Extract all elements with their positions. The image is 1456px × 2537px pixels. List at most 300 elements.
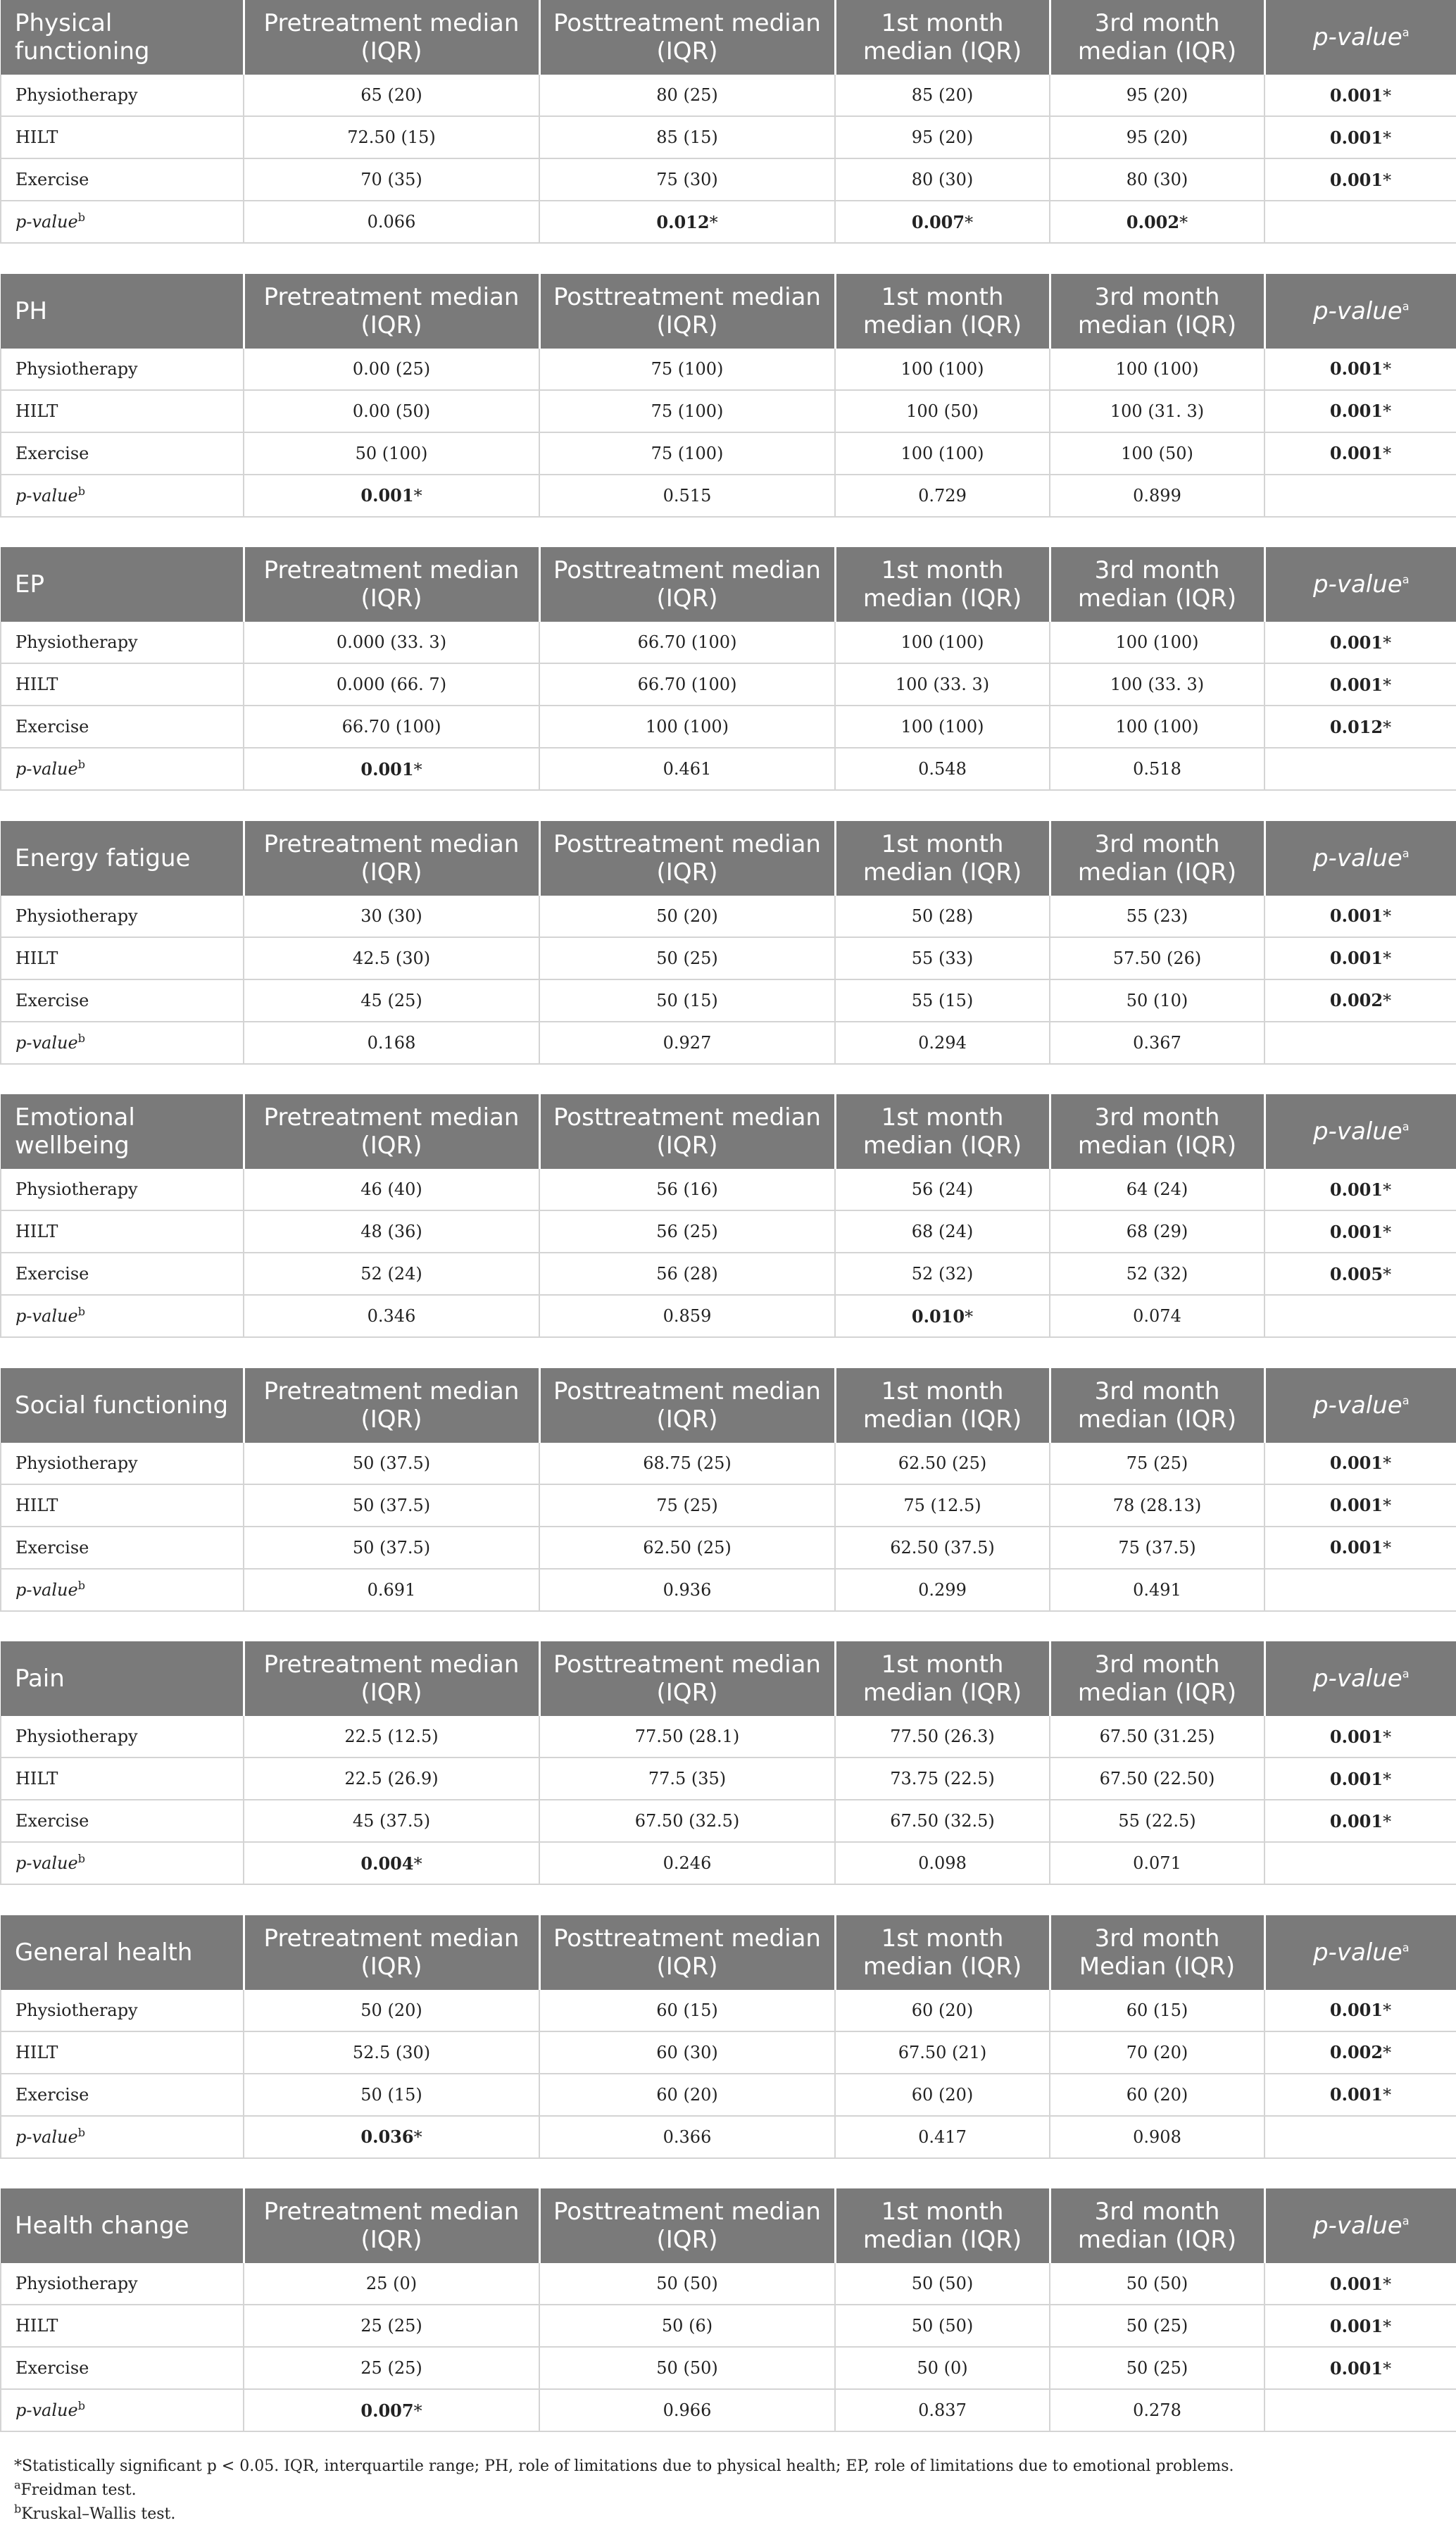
header-row	[1, 1641, 1456, 1716]
cell-value: 0.908	[1133, 2126, 1181, 2147]
cell-value: 100 (33. 3)	[895, 675, 990, 694]
table-row	[1, 75, 1456, 116]
table-cell	[835, 2305, 1050, 2347]
column-header-pvalue	[1264, 1094, 1456, 1169]
table-cell	[835, 1990, 1050, 2031]
table-cell	[1050, 937, 1264, 979]
table-cell	[835, 1253, 1050, 1295]
row-label	[1, 2074, 244, 2116]
table-cell	[539, 1569, 835, 1611]
row-label-text: HILT	[15, 127, 58, 147]
cell-value: 0.491	[1133, 1579, 1181, 1600]
table-cell	[835, 2263, 1050, 2305]
cell-value: 95 (20)	[1126, 85, 1188, 105]
table-cell	[1050, 1253, 1264, 1295]
pvalue-superscript: a	[1402, 299, 1410, 313]
cell-value: 50 (15)	[360, 2084, 422, 2105]
table-cell	[1050, 2389, 1264, 2431]
cell-value: 100 (100)	[900, 717, 984, 737]
row-label	[1, 622, 244, 663]
column-header-pvalue	[1264, 274, 1456, 349]
cell-value: 50 (25)	[1126, 2358, 1188, 2378]
cell-value: 100 (100)	[646, 717, 729, 737]
cell-value: 0.001	[1329, 674, 1383, 695]
cell-value: 25 (0)	[365, 2274, 418, 2293]
cell-value: 50 (0)	[917, 2358, 968, 2378]
table-cell	[1050, 475, 1264, 517]
cell-value: 0.346	[367, 1306, 416, 1326]
significance-marker: *	[1383, 170, 1392, 190]
cell-value: 50 (37.5)	[352, 1495, 431, 1515]
table-cell	[1264, 663, 1456, 706]
cell-value: 52 (24)	[360, 1264, 422, 1284]
table-cell	[835, 2074, 1050, 2116]
cell-value: 55 (22.5)	[1118, 1811, 1196, 1831]
table-cell	[539, 116, 835, 158]
table-cell	[539, 1253, 835, 1295]
table-cell	[835, 349, 1050, 390]
row-label	[1, 1022, 244, 1064]
table-cell	[1264, 1842, 1456, 1884]
table-cell	[835, 748, 1050, 790]
row-label	[1, 390, 244, 432]
cell-value: 50 (50)	[911, 2274, 974, 2293]
footnote-a	[14, 2479, 1436, 2502]
table-cell	[1264, 2074, 1456, 2116]
pvalue-superscript: a	[1402, 2214, 1410, 2228]
table-cell	[1050, 1169, 1264, 1210]
table-cell	[1264, 2389, 1456, 2431]
table-cell	[835, 1527, 1050, 1569]
significance-marker: *	[1383, 401, 1392, 421]
table-cell	[835, 1758, 1050, 1800]
table-cell	[1264, 706, 1456, 748]
significance-marker: *	[1383, 1453, 1392, 1473]
cell-value: 70 (20)	[1126, 2042, 1188, 2062]
table-energy-fatigue	[0, 821, 1456, 1065]
table-cell	[1264, 1295, 1456, 1337]
cell-value: 0.00 (25)	[352, 358, 431, 379]
table-cell	[835, 1022, 1050, 1064]
row-label	[1, 1527, 244, 1569]
table-cell	[835, 1842, 1050, 1884]
row-label-text: p-value	[15, 1853, 78, 1873]
table-health-change	[0, 2188, 1456, 2432]
footnote-b-marker: b	[14, 2502, 22, 2516]
table-row	[1, 1716, 1456, 1758]
row-label	[1, 1569, 244, 1611]
column-header: Pretreatment median (IQR)	[244, 0, 539, 75]
table-cell	[1050, 75, 1264, 116]
pvalue-superscript: a	[1402, 1667, 1410, 1681]
table-cell	[244, 1990, 539, 2031]
cell-value: 0.012	[1329, 716, 1383, 737]
table-footnotes	[14, 2455, 1436, 2526]
pvalue-label: p-value	[1312, 1391, 1402, 1420]
column-header: Pretreatment median (IQR)	[244, 1094, 539, 1169]
column-header: 1st month median (IQR)	[835, 1641, 1050, 1716]
table-cell	[244, 349, 539, 390]
header-row	[1, 1915, 1456, 1990]
table-cell	[1050, 706, 1264, 748]
cell-value: 77.50 (28.1)	[634, 1727, 740, 1746]
column-header-pvalue	[1264, 547, 1456, 622]
table-row	[1, 432, 1456, 475]
cell-value: 0.366	[663, 2126, 712, 2147]
cell-value: 68 (29)	[1126, 1222, 1188, 1241]
cell-value: 100 (100)	[900, 443, 984, 463]
cell-value: 67.50 (22.50)	[1099, 1769, 1215, 1789]
table-cell	[1050, 1716, 1264, 1758]
table-cell	[1264, 1253, 1456, 1295]
table-cell	[835, 937, 1050, 979]
table-cell	[835, 390, 1050, 432]
table-cell	[1264, 2116, 1456, 2158]
row-label-text: Physiotherapy	[15, 2274, 138, 2293]
column-header: Posttreatment median (IQR)	[539, 274, 835, 349]
table-row	[1, 201, 1456, 243]
row-label-text: Exercise	[15, 2084, 89, 2105]
table-cell	[1264, 1758, 1456, 1800]
cell-value: 30 (30)	[360, 906, 422, 926]
cell-value: 77.50 (26.3)	[890, 1727, 995, 1746]
row-label-text: Physiotherapy	[15, 358, 138, 379]
cell-value: 50 (10)	[1126, 990, 1188, 1010]
table-cell	[1050, 1484, 1264, 1527]
table-cell	[539, 158, 835, 201]
cell-value: 100 (100)	[1115, 358, 1199, 379]
table-cell	[244, 1484, 539, 1527]
cell-value: 100 (31. 3)	[1110, 401, 1205, 421]
table-cell	[244, 1295, 539, 1337]
cell-value: 56 (28)	[656, 1264, 718, 1284]
table-cell	[1264, 1484, 1456, 1527]
table-emotional-wellbeing	[0, 1094, 1456, 1338]
table-cell	[244, 158, 539, 201]
cell-value: 66.70 (100)	[637, 632, 737, 652]
table-cell	[539, 1022, 835, 1064]
table-row	[1, 2074, 1456, 2116]
cell-value: 78 (28.13)	[1112, 1495, 1202, 1515]
column-header: Pretreatment median (IQR)	[244, 821, 539, 896]
cell-value: 50 (6)	[661, 2316, 713, 2336]
row-label-text: p-value	[15, 1579, 78, 1600]
table-cell	[539, 2305, 835, 2347]
table-cell	[539, 2263, 835, 2305]
table-cell	[539, 2116, 835, 2158]
column-header: 1st month median (IQR)	[835, 2188, 1050, 2263]
table-title: EP	[1, 547, 244, 622]
column-header: Pretreatment median (IQR)	[244, 274, 539, 349]
column-header: 1st month median (IQR)	[835, 1094, 1050, 1169]
table-cell	[1264, 1527, 1456, 1569]
row-label-text: Exercise	[15, 2358, 89, 2378]
table-cell	[244, 979, 539, 1022]
table-cell	[539, 390, 835, 432]
table-cell	[539, 75, 835, 116]
cell-value: 0.001	[1329, 632, 1383, 653]
table-row	[1, 979, 1456, 1022]
cell-value: 0.548	[918, 759, 967, 779]
cell-value: 55 (23)	[1126, 906, 1188, 926]
row-label	[1, 896, 244, 937]
cell-value: 25 (25)	[360, 2358, 422, 2378]
row-label-superscript: b	[77, 758, 85, 771]
table-cell	[1050, 2031, 1264, 2074]
row-label-text: Exercise	[15, 170, 89, 189]
cell-value: 62.50 (25)	[643, 1537, 732, 1558]
row-label-text: Physiotherapy	[15, 1727, 138, 1746]
table-cell	[539, 432, 835, 475]
pvalue-superscript: a	[1402, 572, 1410, 587]
cell-value: 0.299	[918, 1579, 967, 1600]
table-cell	[539, 1527, 835, 1569]
cell-value: 50 (15)	[656, 990, 718, 1010]
table-cell	[539, 1990, 835, 2031]
table-cell	[1050, 1758, 1264, 1800]
table-cell	[1050, 1842, 1264, 1884]
cell-value: 0.515	[663, 485, 712, 506]
row-label-text: p-value	[15, 1032, 78, 1053]
cell-value: 0.461	[663, 759, 712, 779]
column-header: 1st month median (IQR)	[835, 0, 1050, 75]
cell-value: 60 (15)	[656, 2000, 718, 2020]
cell-value: 0.001	[360, 485, 414, 506]
significance-marker: *	[413, 2127, 422, 2147]
table-cell	[539, 663, 835, 706]
row-label	[1, 116, 244, 158]
table-cell	[539, 1210, 835, 1253]
table-cell	[1264, 2347, 1456, 2389]
row-label	[1, 1443, 244, 1484]
cell-value: 85 (20)	[911, 85, 974, 105]
row-label	[1, 1253, 244, 1295]
row-label	[1, 75, 244, 116]
column-header: Posttreatment median (IQR)	[539, 2188, 835, 2263]
cell-value: 62.50 (37.5)	[890, 1537, 995, 1558]
row-label	[1, 1716, 244, 1758]
column-header: 3rd month median (IQR)	[1050, 821, 1264, 896]
cell-value: 0.859	[663, 1306, 712, 1326]
cell-value: 0.001	[1329, 1453, 1383, 1473]
cell-value: 0.002	[1329, 2042, 1383, 2062]
column-header: 1st month median (IQR)	[835, 1915, 1050, 1990]
cell-value: 95 (20)	[1126, 127, 1188, 147]
significance-marker: *	[1383, 2085, 1392, 2105]
cell-value: 62.50 (25)	[898, 1453, 987, 1473]
row-label	[1, 349, 244, 390]
cell-value: 60 (20)	[1126, 2084, 1188, 2105]
cell-value: 67.50 (32.5)	[634, 1811, 740, 1831]
cell-value: 0.001	[1329, 948, 1383, 968]
cell-value: 80 (30)	[911, 170, 974, 189]
row-label-text: p-value	[15, 485, 78, 506]
significance-marker: *	[413, 759, 422, 779]
table-cell	[1050, 390, 1264, 432]
cell-value: 67.50 (32.5)	[890, 1811, 995, 1831]
cell-value: 0.071	[1133, 1853, 1181, 1873]
pvalue-label: p-value	[1312, 2212, 1402, 2240]
cell-value: 50 (50)	[1126, 2274, 1188, 2293]
table-row	[1, 2031, 1456, 2074]
significance-marker: *	[1383, 2358, 1392, 2379]
table-title: Pain	[1, 1641, 244, 1716]
cell-value: 0.010	[911, 1305, 965, 1327]
table-row	[1, 2389, 1456, 2431]
significance-marker: *	[1383, 127, 1392, 148]
table-cell	[835, 1443, 1050, 1484]
row-label-text: p-value	[15, 2126, 78, 2147]
significance-marker: *	[413, 486, 422, 506]
row-label	[1, 748, 244, 790]
table-row	[1, 1295, 1456, 1337]
table-cell	[539, 622, 835, 663]
cell-value: 100 (50)	[906, 401, 979, 421]
row-label-superscript: b	[77, 211, 85, 224]
pvalue-superscript: a	[1402, 1941, 1410, 1955]
cell-value: 0.294	[918, 1032, 967, 1053]
row-label	[1, 979, 244, 1022]
table-cell	[1264, 2263, 1456, 2305]
cell-value: 0.001	[1329, 1768, 1383, 1789]
table-cell	[244, 475, 539, 517]
row-label-text: p-value	[15, 1306, 78, 1326]
cell-value: 0.001	[1329, 2084, 1383, 2105]
row-label	[1, 432, 244, 475]
table-cell	[835, 75, 1050, 116]
significance-marker: *	[1383, 1727, 1392, 1747]
cell-value: 0.001	[1329, 2357, 1383, 2379]
cell-value: 66.70 (100)	[341, 717, 441, 737]
cell-value: 0.966	[663, 2400, 712, 2420]
column-header: 1st month median (IQR)	[835, 821, 1050, 896]
table-cell	[244, 2116, 539, 2158]
row-label	[1, 663, 244, 706]
row-label	[1, 1758, 244, 1800]
table-cell	[539, 1484, 835, 1527]
cell-value: 50 (50)	[911, 2316, 974, 2336]
column-header: 1st month median (IQR)	[835, 547, 1050, 622]
table-cell	[1264, 158, 1456, 201]
column-header: Posttreatment median (IQR)	[539, 1094, 835, 1169]
cell-value: 75 (100)	[651, 401, 724, 421]
cell-value: 0.036	[360, 2126, 414, 2147]
cell-value: 0.001	[1329, 169, 1383, 190]
table-row	[1, 2305, 1456, 2347]
significance-marker: *	[413, 2400, 422, 2421]
table-row	[1, 1990, 1456, 2031]
row-label-text: Physiotherapy	[15, 2000, 138, 2020]
cell-value: 0.001	[1329, 84, 1383, 106]
table-cell	[1050, 1800, 1264, 1842]
table-cell	[539, 896, 835, 937]
table-cell	[1264, 2305, 1456, 2347]
cell-value: 50 (37.5)	[352, 1453, 431, 1473]
significance-marker: *	[1383, 1496, 1392, 1515]
column-header: Posttreatment median (IQR)	[539, 1368, 835, 1443]
row-label	[1, 1295, 244, 1337]
cell-value: 48 (36)	[360, 1222, 422, 1241]
table-cell	[244, 1569, 539, 1611]
table-cell	[835, 475, 1050, 517]
table-row	[1, 2116, 1456, 2158]
column-header: Pretreatment median (IQR)	[244, 1368, 539, 1443]
table-cell	[835, 979, 1050, 1022]
cell-value: 0.001	[1329, 358, 1383, 379]
footnote-a-marker: a	[14, 2478, 21, 2492]
cell-value: 64 (24)	[1126, 1179, 1188, 1199]
row-label-text: Exercise	[15, 1537, 89, 1558]
table-row	[1, 1569, 1456, 1611]
row-label-text: Exercise	[15, 717, 89, 737]
cell-value: 75 (12.5)	[903, 1495, 981, 1515]
table-cell	[244, 1842, 539, 1884]
significance-marker: *	[1383, 85, 1392, 106]
cell-value: 100 (100)	[1115, 632, 1199, 652]
table-cell	[835, 2389, 1050, 2431]
row-label-text: Exercise	[15, 443, 89, 463]
column-header: 3rd month median (IQR)	[1050, 2188, 1264, 2263]
significance-marker: *	[1383, 444, 1392, 463]
table-row	[1, 1527, 1456, 1569]
table-cell	[244, 432, 539, 475]
cell-value: 50 (50)	[656, 2358, 718, 2378]
table-row	[1, 1484, 1456, 1527]
table-cell	[244, 896, 539, 937]
header-row	[1, 1368, 1456, 1443]
row-label-text: HILT	[15, 2316, 58, 2336]
cell-value: 75 (100)	[651, 358, 724, 379]
table-cell	[835, 1210, 1050, 1253]
header-row	[1, 274, 1456, 349]
cell-value: 77.5 (35)	[648, 1769, 727, 1789]
table-cell	[835, 706, 1050, 748]
table-cell	[244, 748, 539, 790]
cell-value: 57.50 (26)	[1112, 948, 1202, 968]
row-label-text: HILT	[15, 1769, 58, 1789]
significance-marker: *	[1383, 1264, 1392, 1284]
cell-value: 0.001	[1329, 1221, 1383, 1242]
table-row	[1, 349, 1456, 390]
table-cell	[835, 1169, 1050, 1210]
cell-value: 0.001	[1329, 1537, 1383, 1558]
table-cell	[244, 663, 539, 706]
significance-marker: *	[1383, 991, 1392, 1010]
column-header: 1st month median (IQR)	[835, 1368, 1050, 1443]
table-pain	[0, 1641, 1456, 1885]
significance-marker: *	[1383, 2000, 1392, 2020]
table-cell	[1264, 896, 1456, 937]
table-physical-functioning	[0, 0, 1456, 244]
cell-value: 80 (25)	[656, 85, 718, 105]
cell-value: 50 (20)	[360, 2000, 422, 2020]
cell-value: 0.001	[360, 758, 414, 779]
row-label	[1, 158, 244, 201]
row-label-text: Exercise	[15, 990, 89, 1010]
cell-value: 0.001	[1329, 2273, 1383, 2294]
significance-marker: *	[1179, 212, 1188, 232]
cell-value: 45 (25)	[360, 990, 422, 1010]
table-cell	[1264, 1716, 1456, 1758]
table-cell	[1264, 979, 1456, 1022]
table-cell	[1050, 201, 1264, 243]
cell-value: 0.002	[1126, 211, 1180, 232]
table-row	[1, 1842, 1456, 1884]
pvalue-label: p-value	[1312, 570, 1402, 599]
table-cell	[539, 475, 835, 517]
significance-marker: *	[1383, 2043, 1392, 2062]
cell-value: 0.936	[663, 1579, 712, 1600]
